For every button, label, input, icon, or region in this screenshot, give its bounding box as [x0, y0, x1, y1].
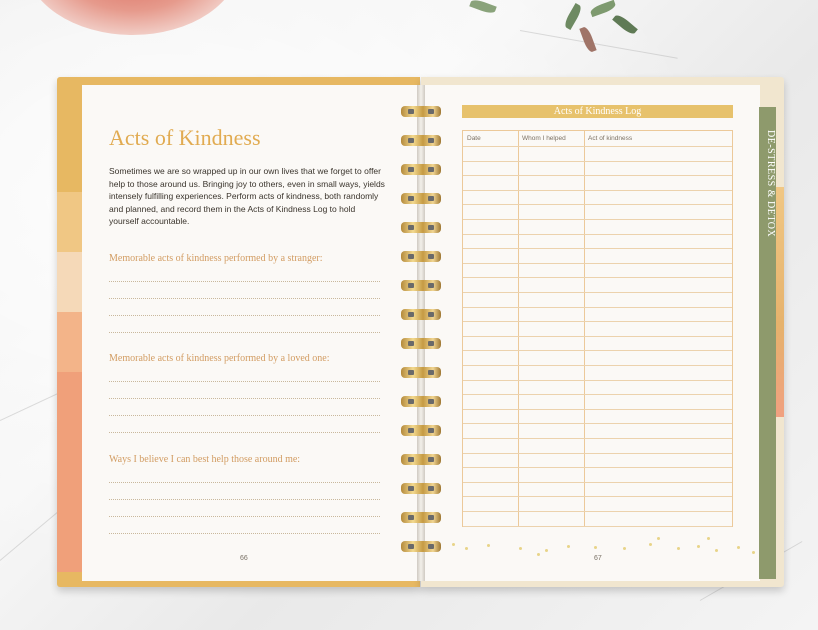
decor-dot	[657, 537, 660, 540]
writing-line	[109, 415, 380, 416]
spiral-coil	[401, 135, 441, 146]
page-gutter	[417, 85, 425, 581]
spiral-coil	[401, 338, 441, 349]
prompt-loved-one: Memorable acts of kindness performed by a loved one:	[109, 353, 330, 364]
decor-dot	[487, 544, 490, 547]
table-row-line	[463, 394, 732, 395]
prompt-help-others: Ways I believe I can best help those around me:	[109, 454, 301, 465]
column-header-act: Act of kindness	[588, 135, 633, 142]
decor-dot	[452, 543, 455, 546]
writing-line	[109, 298, 380, 299]
table-row-line	[463, 161, 732, 162]
spiral-coil	[401, 483, 441, 494]
table-row-line	[463, 307, 732, 308]
spiral-coil	[401, 396, 441, 407]
decor-dot	[697, 545, 700, 548]
decor-dot	[715, 549, 718, 552]
decor-dot	[737, 546, 740, 549]
eucalyptus-leaf	[579, 26, 596, 54]
writing-line	[109, 315, 380, 316]
table-row-line	[463, 423, 732, 424]
column-header-date: Date	[467, 135, 481, 142]
table-row-line	[463, 365, 732, 366]
table-row-line	[463, 438, 732, 439]
table-row-line	[463, 321, 732, 322]
spiral-coil	[401, 425, 441, 436]
table-row-line	[463, 292, 732, 293]
decor-dot	[752, 551, 755, 554]
spiral-coil	[401, 541, 441, 552]
spiral-coil	[401, 251, 441, 262]
decor-dot	[707, 537, 710, 540]
table-row-line	[463, 511, 732, 512]
table-row-line	[463, 350, 732, 351]
section-tab-label: DE-STRESS & DETOX	[765, 130, 776, 238]
decor-dot	[465, 547, 468, 550]
table-row-line	[463, 146, 732, 147]
table-row-line	[463, 234, 732, 235]
decor-dot	[623, 547, 626, 550]
eucalyptus-leaf	[589, 0, 617, 17]
column-header-whom: Whom I helped	[522, 135, 566, 142]
table-row-line	[463, 175, 732, 176]
log-title: Acts of Kindness Log	[462, 105, 733, 118]
table-row-line	[463, 453, 732, 454]
writing-line	[109, 482, 380, 483]
decor-dot	[519, 547, 522, 550]
spiral-coil	[401, 367, 441, 378]
spiral-coil	[401, 512, 441, 523]
log-table	[462, 130, 733, 527]
spiral-coil	[401, 164, 441, 175]
spiral-coil	[401, 106, 441, 117]
table-row-line	[463, 204, 732, 205]
spiral-coil	[401, 309, 441, 320]
spiral-coil	[401, 454, 441, 465]
table-row-line	[463, 263, 732, 264]
decor-dot	[594, 546, 597, 549]
marble-vein	[520, 30, 678, 59]
table-row-line	[463, 248, 732, 249]
table-row-line	[463, 190, 732, 191]
decor-dot	[567, 545, 570, 548]
glass-bowl-decoration	[25, 0, 240, 35]
table-row-line	[463, 219, 732, 220]
intro-paragraph: Sometimes we are so wrapped up in our own lives that we forget to offer help to those around us. Bringing joy to others, even in small ways, yields intensely fulfilling experiences. Perform acts of kindness, both randomly and planned, and record them in the Acts of Kindness Log to hold yourself accountable.	[109, 166, 385, 226]
decor-dot	[649, 543, 652, 546]
prompt-stranger: Memorable acts of kindness performed by a stranger:	[109, 253, 323, 264]
writing-line	[109, 516, 380, 517]
cover-edge-stripe	[776, 187, 784, 417]
page-number-left: 66	[240, 555, 248, 562]
page-number-right: 67	[594, 555, 602, 562]
table-row-line	[463, 496, 732, 497]
table-row-line	[463, 336, 732, 337]
writing-line	[109, 533, 380, 534]
writing-line	[109, 398, 380, 399]
table-row-line	[463, 380, 732, 381]
spiral-coil	[401, 222, 441, 233]
decor-dot	[545, 549, 548, 552]
writing-line	[109, 432, 380, 433]
planner	[57, 77, 784, 587]
decor-dot	[677, 547, 680, 550]
left-page	[82, 85, 417, 581]
eucalyptus-leaf	[563, 3, 584, 30]
writing-line	[109, 499, 380, 500]
eucalyptus-leaf	[612, 13, 638, 37]
table-row-line	[463, 482, 732, 483]
spiral-coil	[401, 193, 441, 204]
writing-line	[109, 332, 380, 333]
writing-line	[109, 381, 380, 382]
table-row-line	[463, 526, 732, 527]
eucalyptus-leaf	[469, 0, 497, 15]
page-title: Acts of Kindness	[109, 125, 261, 150]
table-row-line	[463, 277, 732, 278]
table-row-line	[463, 409, 732, 410]
writing-line	[109, 281, 380, 282]
spiral-coil	[401, 280, 441, 291]
decor-dot	[537, 553, 540, 556]
table-row-line	[463, 467, 732, 468]
